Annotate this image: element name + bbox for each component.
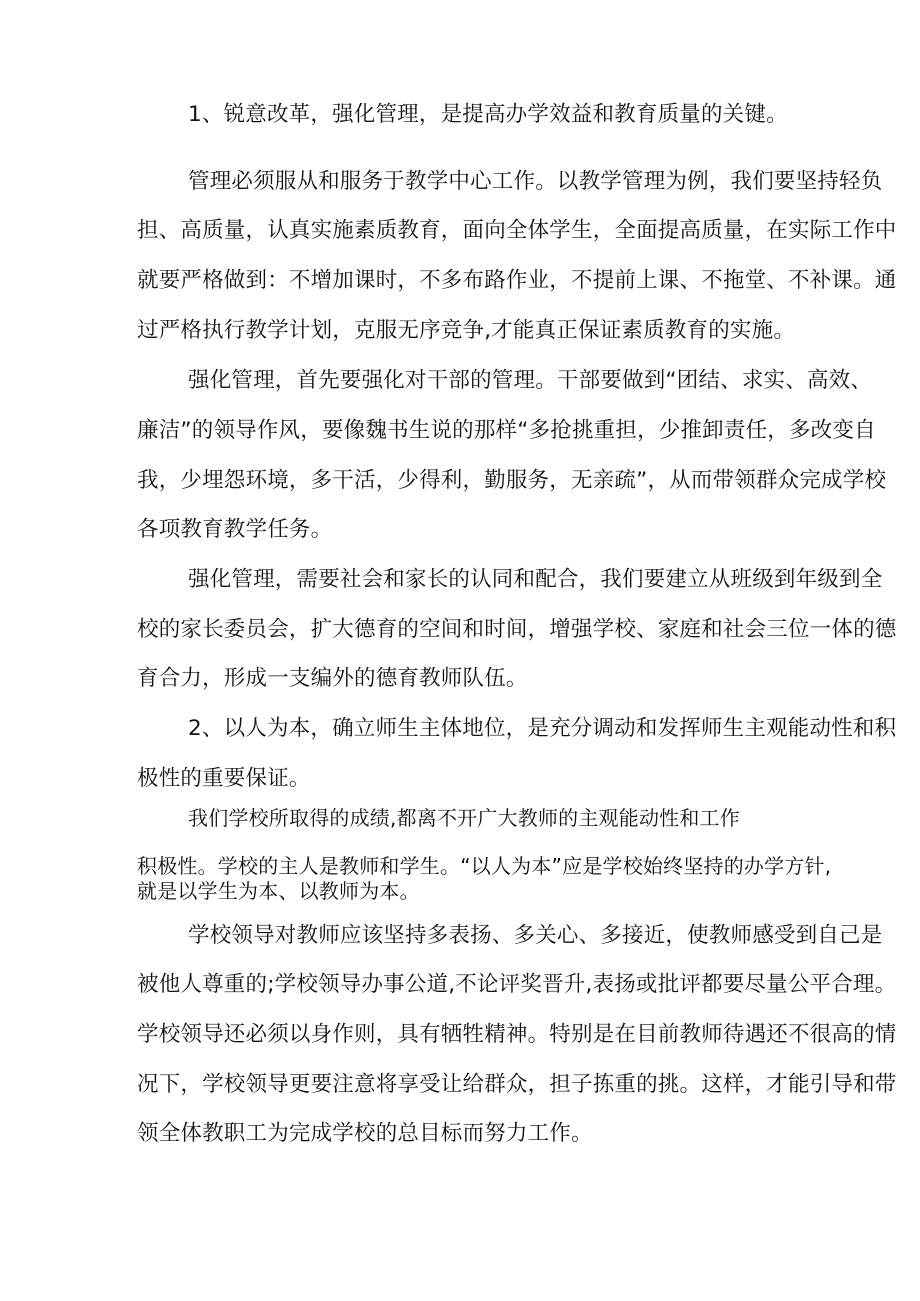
section-heading-1: 1、锐意改革，强化管理，是提高办学效益和教育质量的关键。 (188, 102, 788, 127)
paragraph-4-line-2: 积极性。学校的主人是教师和学生。“以人为本”应是学校始终坚持的办学方针, (137, 854, 832, 878)
section-heading-2-line-2: 极性的重要保证。 (137, 766, 311, 791)
paragraph-5-line-3: 学校领导还必须以身作则，具有牺牲精神。特别是在目前教师待遇还不很高的情 (137, 1022, 897, 1047)
paragraph-5-line-1: 学校领导对教师应该坚持多表扬、多关心、多接近，使教师感受到自己是 (188, 923, 883, 948)
paragraph-5-line-5: 领全体教职工为完成学校的总目标而努力工作。 (137, 1121, 593, 1146)
paragraph-2-line-1: 强化管理，首先要强化对干部的管理。干部要做到“团结、求实、高效、 (188, 368, 873, 393)
paragraph-5-line-4: 况下，学校领导更要注意将享受让给群众，担子拣重的挑。这样，才能引导和带 (137, 1072, 897, 1097)
paragraph-3-line-2: 校的家长委员会，扩大德育的空间和时间，增强学校、家庭和社会三位一体的德 (137, 617, 897, 642)
paragraph-1-line-2: 担、高质量，认真实施素质教育，面向全体学生，全面提高质量，在实际工作中 (137, 218, 897, 243)
paragraph-3-line-1: 强化管理，需要社会和家长的认同和配合，我们要建立从班级到年级到全 (188, 567, 883, 592)
paragraph-5-line-2: 被他人尊重的;学校领导办事公道,不论评奖晋升,表扬或批评都要尽量公平合理。 (137, 972, 897, 997)
paragraph-1-line-4: 过严格执行教学计划，克服无序竞争,才能真正保证素质教育的实施。 (137, 318, 796, 343)
paragraph-2-line-2: 廉洁”的领导作风，要像魏书生说的那样“多抢挑重担，少推卸责任，多改变自 (137, 418, 876, 443)
paragraph-2-line-3: 我，少埋怨环境，多干活，少得利，勤服务，无亲疏”，从而带领群众完成学校 (137, 468, 887, 493)
paragraph-3-line-3: 育合力，形成一支编外的德育教师队伍。 (137, 666, 528, 691)
paragraph-2-line-4: 各项教育教学任务。 (137, 517, 333, 542)
paragraph-4-line-1: 我们学校所取得的成绩,都离不开广大教师的主观能动性和工作 (188, 806, 740, 830)
paragraph-1-line-1: 管理必须服从和服务于教学中心工作。以教学管理为例，我们要坚持轻负 (188, 169, 883, 194)
paragraph-1-line-3: 就要严格做到：不增加课时，不多布路作业，不提前上课、不拖堂、不补课。通 (137, 268, 897, 293)
paragraph-4-line-3: 就是以学生为本、以教师为本。 (137, 879, 420, 903)
section-heading-2-line-1: 2、以人为本，确立师生主体地位，是充分调动和发挥师生主观能动性和积 (188, 716, 897, 741)
